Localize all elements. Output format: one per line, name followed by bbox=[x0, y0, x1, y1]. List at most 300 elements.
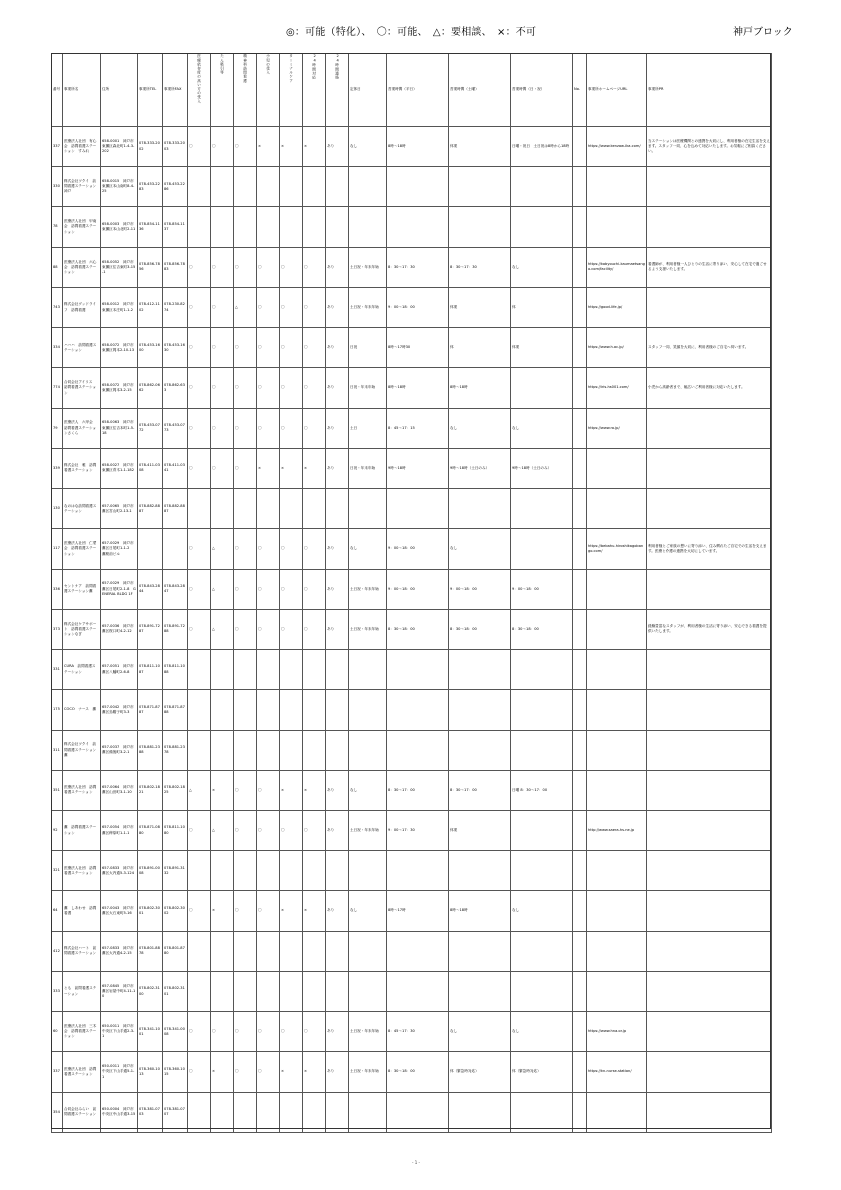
table-cell bbox=[188, 489, 211, 529]
table-cell: 078-453-1630 bbox=[163, 328, 188, 368]
table-cell: 8：30～17：00 bbox=[387, 770, 449, 810]
table-cell bbox=[257, 650, 280, 690]
table-row bbox=[52, 770, 772, 810]
table-cell: 9：00～18：00 bbox=[387, 287, 449, 327]
table-row bbox=[52, 167, 772, 207]
table-cell bbox=[280, 730, 303, 770]
table-row bbox=[52, 891, 772, 931]
table-cell: 657-0043 神戸市灘区大石東町5-16 bbox=[101, 891, 138, 931]
table-cell: なし bbox=[511, 1012, 573, 1052]
table-cell bbox=[387, 489, 449, 529]
table-cell bbox=[511, 489, 573, 529]
table-row bbox=[52, 1092, 772, 1132]
table-cell bbox=[234, 690, 257, 730]
table-cell: 078-360-1013 bbox=[138, 1052, 163, 1092]
table-cell bbox=[387, 167, 449, 207]
table-cell: 64 bbox=[52, 891, 63, 931]
table-cell bbox=[647, 971, 772, 1011]
table-cell: 078-453-1600 bbox=[138, 328, 163, 368]
table-cell bbox=[647, 650, 772, 690]
table-cell: × bbox=[280, 891, 303, 931]
table-cell: 医療法人社団 訪問看護ステーション bbox=[63, 770, 101, 810]
table-cell: 354 bbox=[52, 1092, 63, 1132]
table-cell bbox=[587, 569, 647, 609]
column-header: 24時間連絡 bbox=[326, 54, 349, 127]
table-cell bbox=[511, 810, 573, 850]
table-cell: 〇 bbox=[257, 287, 280, 327]
table-cell: 医療法人 六甲会 訪問看護ステーションさくら bbox=[63, 408, 101, 448]
table-cell: 078-412-1102 bbox=[138, 287, 163, 327]
table-cell: 〇 bbox=[188, 891, 211, 931]
table-cell bbox=[387, 730, 449, 770]
table-cell: △ bbox=[234, 287, 257, 327]
table-cell: 株式会社ハート 訪問看護ステーション bbox=[63, 931, 101, 971]
table-cell: 078-871-8788 bbox=[163, 690, 188, 730]
table-cell: 休業 bbox=[511, 328, 573, 368]
column-header: 24時間対応 bbox=[303, 54, 326, 127]
table-cell: 〇 bbox=[188, 1052, 211, 1092]
table-cell bbox=[587, 931, 647, 971]
table-cell: 〇 bbox=[211, 247, 234, 287]
table-cell: 078-801-8878 bbox=[138, 931, 163, 971]
table-row bbox=[52, 207, 772, 247]
table-cell: 〇 bbox=[280, 287, 303, 327]
table-cell: 〇 bbox=[188, 448, 211, 488]
table-cell: なし bbox=[449, 408, 511, 448]
table-cell: あり bbox=[326, 368, 349, 408]
table-cell bbox=[257, 489, 280, 529]
table-cell bbox=[647, 1012, 772, 1052]
table-cell: 8時～18時 bbox=[449, 891, 511, 931]
table-cell: 〇 bbox=[188, 810, 211, 850]
table-row bbox=[52, 690, 772, 730]
table-cell: 078-802-3001 bbox=[138, 891, 163, 931]
table-cell bbox=[449, 650, 511, 690]
table-cell: 321 bbox=[52, 851, 63, 891]
table-cell bbox=[257, 690, 280, 730]
table-cell: 〇 bbox=[303, 368, 326, 408]
table-cell: 〇 bbox=[234, 1012, 257, 1052]
table-cell: △ bbox=[211, 810, 234, 850]
table-cell: 658-0012 神戸市東灘区本庄町1-1-2 bbox=[101, 287, 138, 327]
table-cell: 333 bbox=[52, 971, 63, 1011]
table-cell bbox=[449, 167, 511, 207]
table-cell bbox=[188, 851, 211, 891]
table-cell: 078-881-2378 bbox=[163, 730, 188, 770]
table-cell bbox=[188, 1092, 211, 1132]
table-cell: 657-0065 神戸市灘区宮山町2-13-1 bbox=[101, 489, 138, 529]
table-cell: 〇 bbox=[211, 368, 234, 408]
table-cell: 〇 bbox=[257, 609, 280, 649]
table-cell: 8時～18時 bbox=[449, 368, 511, 408]
table-cell: × bbox=[280, 127, 303, 167]
table-cell: あり bbox=[326, 1052, 349, 1092]
table-cell: 日曜 8：30～17：00 bbox=[511, 770, 573, 810]
table-cell bbox=[647, 448, 772, 488]
table-cell bbox=[280, 851, 303, 891]
table-cell: 373 bbox=[52, 609, 63, 649]
table-cell: 8時～17時 bbox=[387, 891, 449, 931]
table-cell: 078-811-1088 bbox=[163, 650, 188, 690]
table-cell: 78 bbox=[52, 207, 63, 247]
station-table bbox=[51, 53, 772, 1133]
table-cell: 078-862-0662 bbox=[138, 368, 163, 408]
table-cell: https://www.kenzaw-ika.com/ bbox=[587, 127, 647, 167]
table-cell bbox=[647, 931, 772, 971]
table-cell: 〇 bbox=[188, 287, 211, 327]
table-cell bbox=[573, 609, 587, 649]
table-cell: なのはな訪問看護ステーション bbox=[63, 489, 101, 529]
table-cell: なし bbox=[511, 891, 573, 931]
table-cell bbox=[211, 730, 234, 770]
table-cell bbox=[349, 167, 387, 207]
table-cell: 合同会社アイリス 訪問看護ステーション bbox=[63, 368, 101, 408]
table-cell: 9時～18時 bbox=[387, 448, 449, 488]
table-cell bbox=[280, 650, 303, 690]
table-cell bbox=[387, 207, 449, 247]
table-cell: 078-802-3002 bbox=[163, 891, 188, 931]
column-header: 定休日 bbox=[349, 54, 387, 127]
table-cell: 土日祝・年末年始 bbox=[349, 1052, 387, 1092]
table-cell: 774 bbox=[52, 368, 63, 408]
table-cell: 9：00～18：00 bbox=[387, 569, 449, 609]
table-cell: 078-341-0008 bbox=[163, 1012, 188, 1052]
table-cell: なし bbox=[349, 529, 387, 569]
table-cell: 〇 bbox=[257, 529, 280, 569]
table-cell: あり bbox=[326, 810, 349, 850]
page-number: - 1 - bbox=[412, 1160, 420, 1165]
table-cell bbox=[647, 408, 772, 448]
table-cell: 8時～18時 bbox=[387, 368, 449, 408]
table-cell bbox=[573, 1052, 587, 1092]
table-cell bbox=[511, 368, 573, 408]
table-cell: 078-333-2003 bbox=[163, 127, 188, 167]
table-cell: 078-882-8887 bbox=[138, 489, 163, 529]
table-cell bbox=[303, 650, 326, 690]
table-row bbox=[52, 609, 772, 649]
table-cell: 078-891-3132 bbox=[163, 851, 188, 891]
table-cell: 医療法人社団 六心会 訪問看護ステーション bbox=[63, 247, 101, 287]
table-cell: 658-0001 神戸市東灘区森北町1-4-3-202 bbox=[101, 127, 138, 167]
table-cell bbox=[449, 489, 511, 529]
table-cell: 658-0003 神戸市東灘区本山北町2-11 bbox=[101, 207, 138, 247]
table-cell bbox=[257, 851, 280, 891]
table-cell: 〇 bbox=[211, 127, 234, 167]
table-cell: × bbox=[257, 448, 280, 488]
table-cell: 078-802-3100 bbox=[138, 971, 163, 1011]
column-header: 事業所ホームページURL bbox=[587, 54, 647, 127]
table-cell: 〇 bbox=[280, 328, 303, 368]
table-cell bbox=[511, 971, 573, 1011]
table-cell: × bbox=[280, 1052, 303, 1092]
table-cell: × bbox=[211, 770, 234, 810]
table-cell: 078-871-0880 bbox=[138, 810, 163, 850]
table-cell: 078-871-8787 bbox=[138, 690, 163, 730]
table-cell bbox=[188, 650, 211, 690]
table-cell: 175 bbox=[52, 690, 63, 730]
table-row bbox=[52, 328, 772, 368]
column-header: 小児の受入 bbox=[257, 54, 280, 127]
table-cell: 311 bbox=[52, 730, 63, 770]
table-cell bbox=[280, 489, 303, 529]
column-header: たん吸引等 bbox=[211, 54, 234, 127]
table-cell bbox=[573, 1012, 587, 1052]
table-cell: 〇 bbox=[257, 1052, 280, 1092]
table-cell: 株式会社ツクイ 訪問看護ステーション神戸 bbox=[63, 167, 101, 207]
table-cell bbox=[647, 1092, 772, 1132]
table-cell: 〇 bbox=[188, 408, 211, 448]
table-cell bbox=[647, 1052, 772, 1092]
table-cell: 658-0015 神戸市東灘区本山南町8-4-25 bbox=[101, 167, 138, 207]
table-cell: 657-0064 神戸市灘区山田町3-1-10 bbox=[101, 770, 138, 810]
table-cell bbox=[234, 1092, 257, 1132]
table-cell: あり bbox=[326, 247, 349, 287]
table-cell: https://www.ro.jp/ bbox=[587, 408, 647, 448]
table-cell: 658-0072 神戸市東灘区岡本2-10-13 bbox=[101, 328, 138, 368]
table-row bbox=[52, 851, 772, 891]
table-cell: 657-0037 神戸市灘区備後町3-2-1 bbox=[101, 730, 138, 770]
table-cell: 650-0011 神戸市中央区下山手通5-1-1 bbox=[101, 1052, 138, 1092]
table-cell bbox=[303, 971, 326, 1011]
table-cell: 657-0054 神戸市灘区稗原町1-1-1 bbox=[101, 810, 138, 850]
table-cell bbox=[257, 207, 280, 247]
table-cell: 92 bbox=[52, 810, 63, 850]
table-cell bbox=[449, 851, 511, 891]
table-cell: 〇 bbox=[234, 247, 257, 287]
table-cell bbox=[326, 730, 349, 770]
table-cell bbox=[587, 891, 647, 931]
table-cell bbox=[326, 167, 349, 207]
table-cell bbox=[573, 448, 587, 488]
table-row bbox=[52, 287, 772, 327]
table-cell: 〇 bbox=[257, 247, 280, 287]
table-cell: 〇 bbox=[234, 127, 257, 167]
table-cell: 灘 訪問看護ステーション bbox=[63, 810, 101, 850]
table-cell: 078-856-7856 bbox=[138, 247, 163, 287]
table-cell: 〇 bbox=[303, 810, 326, 850]
table-cell: 医療法人社団 訪問看護ステーション bbox=[63, 1052, 101, 1092]
table-cell: 657-0845 神戸市灘区岩屋中町4-11-10 bbox=[101, 971, 138, 1011]
table-row bbox=[52, 1012, 772, 1052]
table-cell: 117 bbox=[52, 529, 63, 569]
table-row bbox=[52, 1052, 772, 1092]
table-cell: 土日祝・年末年始 bbox=[349, 569, 387, 609]
table-cell bbox=[573, 650, 587, 690]
table-cell bbox=[587, 690, 647, 730]
table-cell bbox=[587, 448, 647, 488]
table-cell: 078-360-1015 bbox=[163, 1052, 188, 1092]
table-cell: 078-854-1136 bbox=[138, 207, 163, 247]
table-cell bbox=[587, 650, 647, 690]
table-cell bbox=[387, 1092, 449, 1132]
table-cell: 〇 bbox=[303, 408, 326, 448]
table-cell bbox=[587, 770, 647, 810]
table-cell: 657-0036 神戸市灘区桜口町4-2-12 bbox=[101, 609, 138, 649]
table-cell: 休業 bbox=[449, 287, 511, 327]
table-cell bbox=[234, 167, 257, 207]
table-cell: 9：00～18：00 bbox=[511, 569, 573, 609]
table-cell: https://kobyouchi-kaumaetsango.com/facility/ bbox=[587, 247, 647, 287]
table-cell: × bbox=[303, 448, 326, 488]
table-cell: 9時～18時（土日のみ） bbox=[511, 448, 573, 488]
table-cell: 株式会社 雅 訪問看護ステーション bbox=[63, 448, 101, 488]
table-cell bbox=[573, 810, 587, 850]
table-cell bbox=[647, 810, 772, 850]
table-cell bbox=[647, 287, 772, 327]
table-cell: 日祝・年末年始 bbox=[349, 368, 387, 408]
table-cell bbox=[587, 489, 647, 529]
table-cell bbox=[326, 971, 349, 1011]
table-cell bbox=[449, 971, 511, 1011]
table-cell bbox=[587, 1092, 647, 1132]
table-cell bbox=[280, 167, 303, 207]
table-cell: 〇 bbox=[257, 368, 280, 408]
table-cell bbox=[587, 207, 647, 247]
table-cell: 〇 bbox=[257, 569, 280, 609]
table-cell bbox=[211, 971, 234, 1011]
table-cell: 土日祝・年末年始 bbox=[349, 247, 387, 287]
table-cell bbox=[138, 529, 163, 569]
table-cell bbox=[303, 730, 326, 770]
table-cell: × bbox=[211, 891, 234, 931]
table-cell bbox=[234, 931, 257, 971]
table-cell bbox=[573, 408, 587, 448]
table-cell bbox=[587, 851, 647, 891]
table-cell bbox=[349, 690, 387, 730]
table-cell: 657-0051 神戸市灘区八幡町2-6-8 bbox=[101, 650, 138, 690]
table-cell bbox=[326, 851, 349, 891]
table-cell bbox=[573, 690, 587, 730]
table-cell bbox=[573, 207, 587, 247]
table-cell: 658-0027 神戸市東灘区青木1-1-182 bbox=[101, 448, 138, 488]
table-cell: 078-801-8780 bbox=[163, 931, 188, 971]
table-cell: △ bbox=[211, 529, 234, 569]
table-cell bbox=[573, 851, 587, 891]
table-cell bbox=[449, 931, 511, 971]
table-cell bbox=[234, 730, 257, 770]
table-cell: × bbox=[280, 770, 303, 810]
table-cell bbox=[211, 489, 234, 529]
column-header: 事業所名 bbox=[63, 54, 101, 127]
table-cell: なし bbox=[449, 529, 511, 569]
table-cell bbox=[188, 971, 211, 1011]
table-cell: 〇 bbox=[303, 569, 326, 609]
table-cell bbox=[326, 931, 349, 971]
table-cell: なし bbox=[449, 1012, 511, 1052]
table-cell bbox=[587, 730, 647, 770]
table-cell: 658-0052 神戸市東灘区住吉東町3-15-1 bbox=[101, 247, 138, 287]
table-cell: なし bbox=[511, 247, 573, 287]
table-cell: スタッフ一同、笑顔を大切に、利用者様のご自宅へ伺います。 bbox=[647, 328, 772, 368]
table-cell: 〇 bbox=[303, 247, 326, 287]
table-cell bbox=[647, 690, 772, 730]
table-cell: 078-811-1087 bbox=[138, 650, 163, 690]
table-cell bbox=[303, 851, 326, 891]
table-cell: 130 bbox=[52, 489, 63, 529]
table-cell: 〇 bbox=[234, 448, 257, 488]
table-cell bbox=[573, 730, 587, 770]
table-cell bbox=[188, 931, 211, 971]
table-cell: 利用者様とご家族の想いに寄り添い、住み慣れたご自宅での生活を支えます。医療と介護の連携を大切にしています。 bbox=[647, 529, 772, 569]
table-cell: 8：30～18：00 bbox=[449, 609, 511, 649]
table-cell: 〇 bbox=[188, 328, 211, 368]
table-cell bbox=[257, 167, 280, 207]
table-cell bbox=[647, 730, 772, 770]
table-cell bbox=[511, 690, 573, 730]
table-cell bbox=[326, 650, 349, 690]
table-cell: CURA 訪問看護ステーション bbox=[63, 650, 101, 690]
column-header: 営業時間（土曜） bbox=[449, 54, 511, 127]
table-cell: 078-341-1001 bbox=[138, 1012, 163, 1052]
column-header: 住所 bbox=[101, 54, 138, 127]
table-cell bbox=[257, 971, 280, 1011]
table-cell: 小児から高齢者まで、幅広いご利用者様に対応いたします。 bbox=[647, 368, 772, 408]
table-cell: 60 bbox=[52, 1012, 63, 1052]
table-cell bbox=[188, 207, 211, 247]
table-cell: 〇 bbox=[234, 408, 257, 448]
table-cell bbox=[511, 851, 573, 891]
table-cell: 〇 bbox=[257, 328, 280, 368]
table-cell bbox=[573, 287, 587, 327]
table-cell: 〇 bbox=[188, 529, 211, 569]
table-cell bbox=[349, 650, 387, 690]
table-cell: 078-891-7288 bbox=[163, 609, 188, 649]
table-cell: 9：00～18：00 bbox=[387, 529, 449, 569]
table-cell: 〇 bbox=[234, 1052, 257, 1092]
table-cell: 医療法人社団 訪問看護ステーション bbox=[63, 851, 101, 891]
table-cell: https://www.hna.or.jp bbox=[587, 1012, 647, 1052]
table-cell: 〇 bbox=[188, 368, 211, 408]
table-cell: https://www.h.ac.jp/ bbox=[587, 328, 647, 368]
table-cell: 337 bbox=[52, 1052, 63, 1092]
table-cell: あり bbox=[326, 448, 349, 488]
table-cell: 休（緊急時対応） bbox=[449, 1052, 511, 1092]
table-cell: なし bbox=[349, 770, 387, 810]
table-cell bbox=[573, 489, 587, 529]
table-cell: あり bbox=[326, 127, 349, 167]
table-cell: 078-333-2002 bbox=[138, 127, 163, 167]
table-cell: × bbox=[211, 1052, 234, 1092]
table-row bbox=[52, 127, 772, 167]
table-cell: 9：00～17：30 bbox=[387, 810, 449, 850]
table-cell bbox=[211, 851, 234, 891]
table-cell: 〇 bbox=[303, 328, 326, 368]
table-cell: 8時～17時30 bbox=[387, 328, 449, 368]
column-header: 精神科訪問看護 bbox=[234, 54, 257, 127]
table-cell: 657-0042 神戸市灘区烏帽子町3-3 bbox=[101, 690, 138, 730]
table-cell: 〇 bbox=[234, 529, 257, 569]
table-row bbox=[52, 971, 772, 1011]
table-cell: ハハハ 訪問看護ステーション bbox=[63, 328, 101, 368]
table-cell: 8：30～17：30 bbox=[449, 247, 511, 287]
table-cell bbox=[573, 891, 587, 931]
table-cell: 〇 bbox=[234, 770, 257, 810]
table-cell: × bbox=[303, 1052, 326, 1092]
table-cell: あり bbox=[326, 569, 349, 609]
table-cell: 株式会社グッドライフ 訪問看護 bbox=[63, 287, 101, 327]
table-cell: 078-881-2388 bbox=[138, 730, 163, 770]
table-cell: 078-862-633 bbox=[163, 368, 188, 408]
table-cell: 〇 bbox=[234, 328, 257, 368]
table-cell: あり bbox=[326, 609, 349, 649]
table-cell bbox=[573, 247, 587, 287]
table-cell: なし bbox=[511, 408, 573, 448]
table-cell: 医療法人社団 甲南会 訪問看護ステーション bbox=[63, 207, 101, 247]
table-cell bbox=[234, 650, 257, 690]
table-cell: 〇 bbox=[303, 287, 326, 327]
table-cell: 743 bbox=[52, 287, 63, 327]
table-cell bbox=[188, 730, 211, 770]
